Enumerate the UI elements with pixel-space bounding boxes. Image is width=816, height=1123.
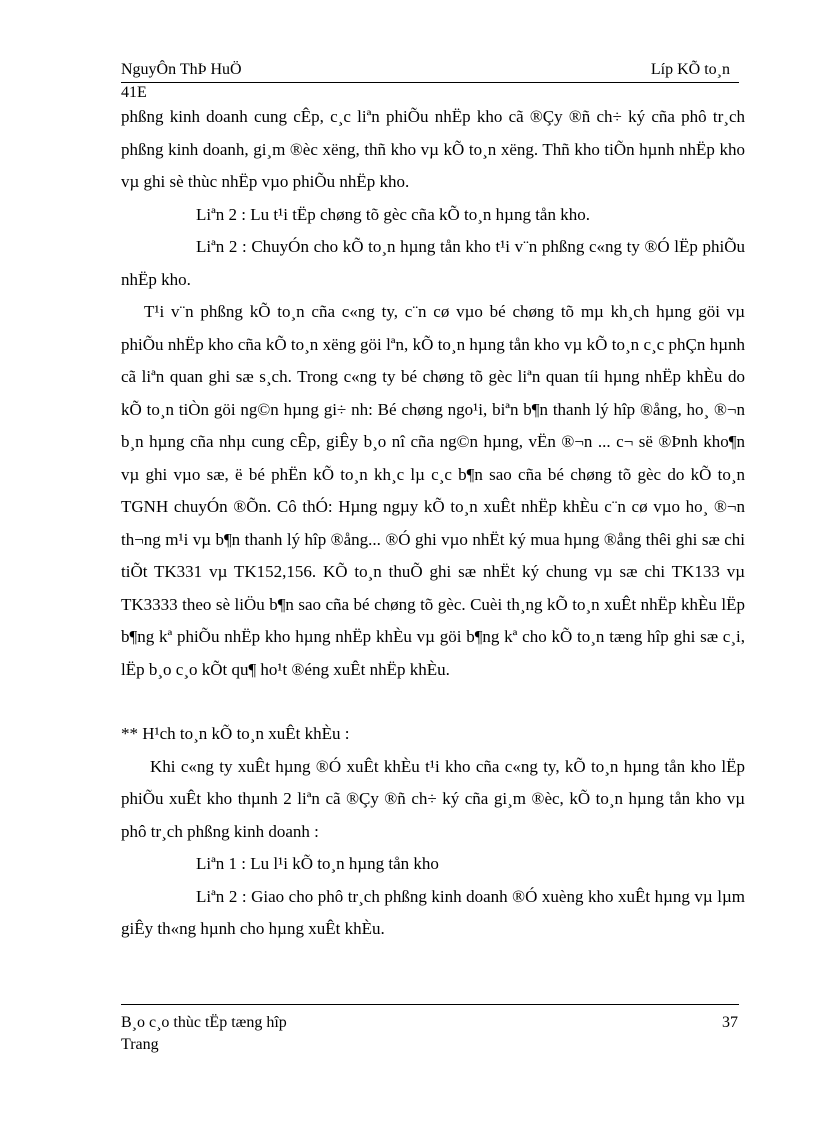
paragraph-8: Liªn 2 : Giao cho phô tr¸ch phßng kinh doanh ®Ó xuèng kho xuÊt hµng vµ lµm giÊy th«ng hµnh cho hµng xuÊt khÈu. [121, 886, 745, 938]
paragraph-1: phßng kinh doanh cung cÊp, c¸c liªn phiÕu nhËp kho cã ®Çy ®ñ ch÷ ký cña phô tr¸ch phßng kinh doanh, gi¸m ®èc xëng, thñ kho vµ kÕ to¸n xëng. Thñ kho tiÕn hµnh nhËp kho vµ ghi sè thùc nhËp vµo phiÕu nhËp kho. [121, 107, 745, 191]
footer-page-word: Trang [121, 1036, 159, 1053]
header-class: Líp KÕ to¸n [650, 61, 730, 78]
paragraph-4: T¹i v¨n phßng kÕ to¸n cña c«ng ty, c¨n cø vµo bé chøng tõ mµ kh¸ch hµng göi vµ phiÕu nhËp kho cña kÕ to¸n xëng göi lªn, kÕ to¸n hµng tån kho vµ kÕ to¸n c¸c phÇn hµnh cã liªn quan ghi sæ s¸ch. Trong c«ng ty bé chøng tõ gèc liªn quan tíi hµng nhËp khÈu do kÕ to¸n tiÒn göi ng©n hµng gi÷ nh: Bé chøng ngo¹i, biªn b¶n thanh lý hîp ®ång, ho¸ ®¬n b¸n hµng cña nhµ cung cÊp, giÊy b¸o nî cña ng©n hµng, vËn ®¬n ... c¬ së ®Þnh kho¶n vµ ghi vµo sæ, ë bé phËn kÕ to¸n kh¸c lµ c¸c b¶n sao cña bé chøng tõ gèc do kÕ to¸n TGNH chuyÓn ®Õn. Cô thÓ: Hµng ngµy kÕ to¸n xuÊt nhËp khÈu c¨n cø vµo ho¸ ®¬n th¬ng m¹i vµ b¶n thanh lý hîp ®ång... ®Ó ghi vµo nhËt ký mua hµng ®ång thêi ghi sæ chi tiÕt TK331 vµ TK152,156. KÕ to¸n thuÕ ghi sæ nhËt ký chung vµ sæ chi TK133 vµ TK3333 theo sè liÖu b¶n sao cña bé chøng tõ gèc. Cuèi th¸ng kÕ to¸n xuÊt nhËp khÈu lËp b¶ng kª phiÕu nhËp kho hµng nhËp khÈu vµ göi b¶ng kª cho kÕ to¸n tæng hîp ghi sæ c¸i, lËp b¸o c¸o kÕt qu¶ ho¹t ®éng xuÊt nhËp khÈu. [121, 302, 745, 679]
document-body [121, 101, 745, 946]
paragraph-7: Liªn 1 : Lu l¹i kÕ to¸n hµng tån kho [196, 854, 439, 873]
paragraph-3: Liªn 2 : ChuyÓn cho kÕ to¸n hµng tån kho t¹i v¨n phßng c«ng ty ®Ó lËp phiÕu nhËp kho. [121, 237, 745, 289]
header-author: NguyÔn ThÞ HuÖ [121, 61, 242, 78]
footer-title: B¸o c¸o thùc tËp tæng hîp [121, 1014, 287, 1031]
footer-rule [121, 1004, 739, 1005]
header-class-sub: 41E [121, 84, 147, 101]
section-heading: ** H¹ch to¸n kÕ to¸n xuÊt khÈu : [121, 724, 350, 743]
header-rule [121, 82, 739, 83]
page-number: 37 [722, 1014, 738, 1031]
footer-left [121, 1012, 287, 1056]
paragraph-2: Liªn 2 : Lu t¹i tËp chøng tõ gèc cña kÕ to¸n hµng tån kho. [196, 204, 590, 224]
paragraph-6: Khi c«ng ty xuÊt hµng ®Ó xuÊt khÈu t¹i kho cña c«ng ty, kÕ to¸n hµng tån kho lËp phiÕu xuÊt kho thµnh 2 liªn cã ®Çy ®ñ ch÷ ký cña gi¸m ®èc, kÕ to¸n hµng tån kho vµ phô tr¸ch phßng kinh doanh : [121, 756, 745, 841]
